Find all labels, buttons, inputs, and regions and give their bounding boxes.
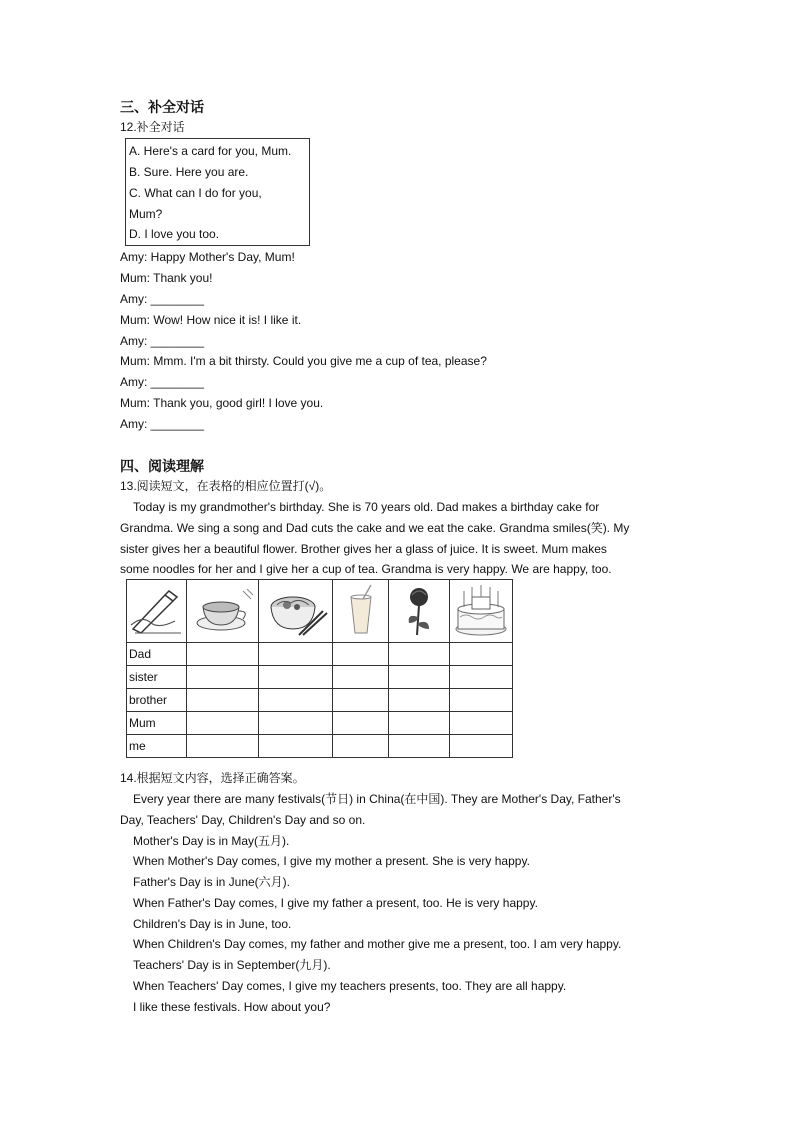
birthday-cake-icon <box>452 583 510 639</box>
option-a: A. Here's a card for you, Mum. <box>129 144 292 158</box>
question-14-title: 14.根据短文内容，选择正确答案。 <box>120 771 305 785</box>
answer-cell[interactable] <box>389 666 450 689</box>
passage-line: some noodles for her and I give her a cup of tea. Grandma is very happy. We are happy, too. <box>120 562 612 576</box>
dialogue-line: Mum: Thank you, good girl! I love you. <box>120 396 324 410</box>
table-row <box>127 666 513 689</box>
passage-line: Grandma. We sing a song and Dad cuts the cake and we eat the cake. Grandma smiles(笑). My <box>120 521 630 535</box>
options-box <box>125 138 310 246</box>
table-row <box>127 689 513 712</box>
answer-cell[interactable] <box>450 643 513 666</box>
answer-cell[interactable] <box>450 712 513 735</box>
dialogue-line: Amy: Happy Mother's Day, Mum! <box>120 250 295 264</box>
answer-cell[interactable] <box>259 643 333 666</box>
passage-line: Teachers' Day is in September(九月). <box>133 958 331 972</box>
answer-cell[interactable] <box>333 666 389 689</box>
passage-line: When Father's Day comes, I give my father a present, too. He is very happy. <box>133 896 538 910</box>
answer-cell[interactable] <box>187 712 259 735</box>
answer-cell[interactable] <box>187 643 259 666</box>
row-label: sister <box>127 666 187 689</box>
option-d: D. I love you too. <box>129 227 220 241</box>
tea-cup-icon <box>191 585 255 637</box>
passage-line: Father's Day is in June(六月). <box>133 875 291 889</box>
passage-line: When Teachers' Day comes, I give my teachers presents, too. They are all happy. <box>133 979 567 993</box>
passage-line: sister gives her a beautiful flower. Brother gives her a glass of juice. It is sweet. Mum makes <box>120 542 607 556</box>
table-row <box>127 735 513 758</box>
table-row <box>127 712 513 735</box>
passage-line: When Mother's Day comes, I give my mother a present. She is very happy. <box>133 854 530 868</box>
table-header-cell <box>127 580 187 643</box>
passage-line: Today is my grandmother's birthday. She is 70 years old. Dad makes a birthday cake for <box>133 500 600 514</box>
dialogue-blank: Amy: ________ <box>120 417 205 431</box>
answer-cell[interactable] <box>389 735 450 758</box>
option-c-cont: Mum? <box>129 207 163 221</box>
juice-glass-icon <box>341 583 381 639</box>
answer-cell[interactable] <box>389 712 450 735</box>
question-13-title: 13.阅读短文，在表格的相应位置打(√)。 <box>120 479 332 493</box>
table-header-cell <box>259 580 333 643</box>
answer-cell[interactable] <box>259 666 333 689</box>
dialogue-blank: Amy: ________ <box>120 375 205 389</box>
table-header-cell <box>187 580 259 643</box>
answer-cell[interactable] <box>450 735 513 758</box>
section-3-heading: 三、补全对话 <box>120 99 204 115</box>
answer-cell[interactable] <box>187 735 259 758</box>
row-label: me <box>127 735 187 758</box>
passage-line: When Children's Day comes, my father and mother give me a present, too. I am very happy. <box>133 937 622 951</box>
answer-cell[interactable] <box>187 689 259 712</box>
dialogue-line: Mum: Mmm. I'm a bit thirsty. Could you give me a cup of tea, please? <box>120 354 487 368</box>
table-header-cell <box>389 580 450 643</box>
writing-hand-icon <box>129 585 185 637</box>
row-label: Dad <box>127 643 187 666</box>
answer-cell[interactable] <box>333 689 389 712</box>
dialogue-line: Mum: Thank you! <box>120 271 213 285</box>
passage-line: Day, Teachers' Day, Children's Day and so on. <box>120 813 366 827</box>
question-12-title: 12.补全对话 <box>120 120 185 134</box>
answer-cell[interactable] <box>333 643 389 666</box>
answer-cell[interactable] <box>333 712 389 735</box>
answer-cell[interactable] <box>450 666 513 689</box>
table-header-cell <box>333 580 389 643</box>
answer-cell[interactable] <box>450 689 513 712</box>
passage-line: I like these festivals. How about you? <box>133 1000 331 1014</box>
table-header-row <box>127 580 513 643</box>
section-4-heading: 四、阅读理解 <box>120 458 204 474</box>
dialogue-line: Mum: Wow! How nice it is! I like it. <box>120 313 302 327</box>
answer-cell[interactable] <box>187 666 259 689</box>
dialogue-blank: Amy: ________ <box>120 334 205 348</box>
answer-cell[interactable] <box>259 712 333 735</box>
table-header-cell <box>450 580 513 643</box>
row-label: brother <box>127 689 187 712</box>
answer-table <box>126 579 513 758</box>
table-row <box>127 643 513 666</box>
answer-cell[interactable] <box>333 735 389 758</box>
answer-cell[interactable] <box>389 689 450 712</box>
answer-cell[interactable] <box>259 689 333 712</box>
noodles-bowl-icon <box>263 585 329 637</box>
passage-line: Children's Day is in June, too. <box>133 917 292 931</box>
answer-cell[interactable] <box>389 643 450 666</box>
option-c: C. What can I do for you, <box>129 186 262 200</box>
passage-line: Mother's Day is in May(五月). <box>133 834 290 848</box>
row-label: Mum <box>127 712 187 735</box>
passage-line: Every year there are many festivals(节日) in China(在中国). They are Mother's Day, Father's <box>133 792 621 806</box>
dialogue-blank: Amy: ________ <box>120 292 205 306</box>
option-b: B. Sure. Here you are. <box>129 165 249 179</box>
flower-icon <box>399 583 439 639</box>
answer-cell[interactable] <box>259 735 333 758</box>
